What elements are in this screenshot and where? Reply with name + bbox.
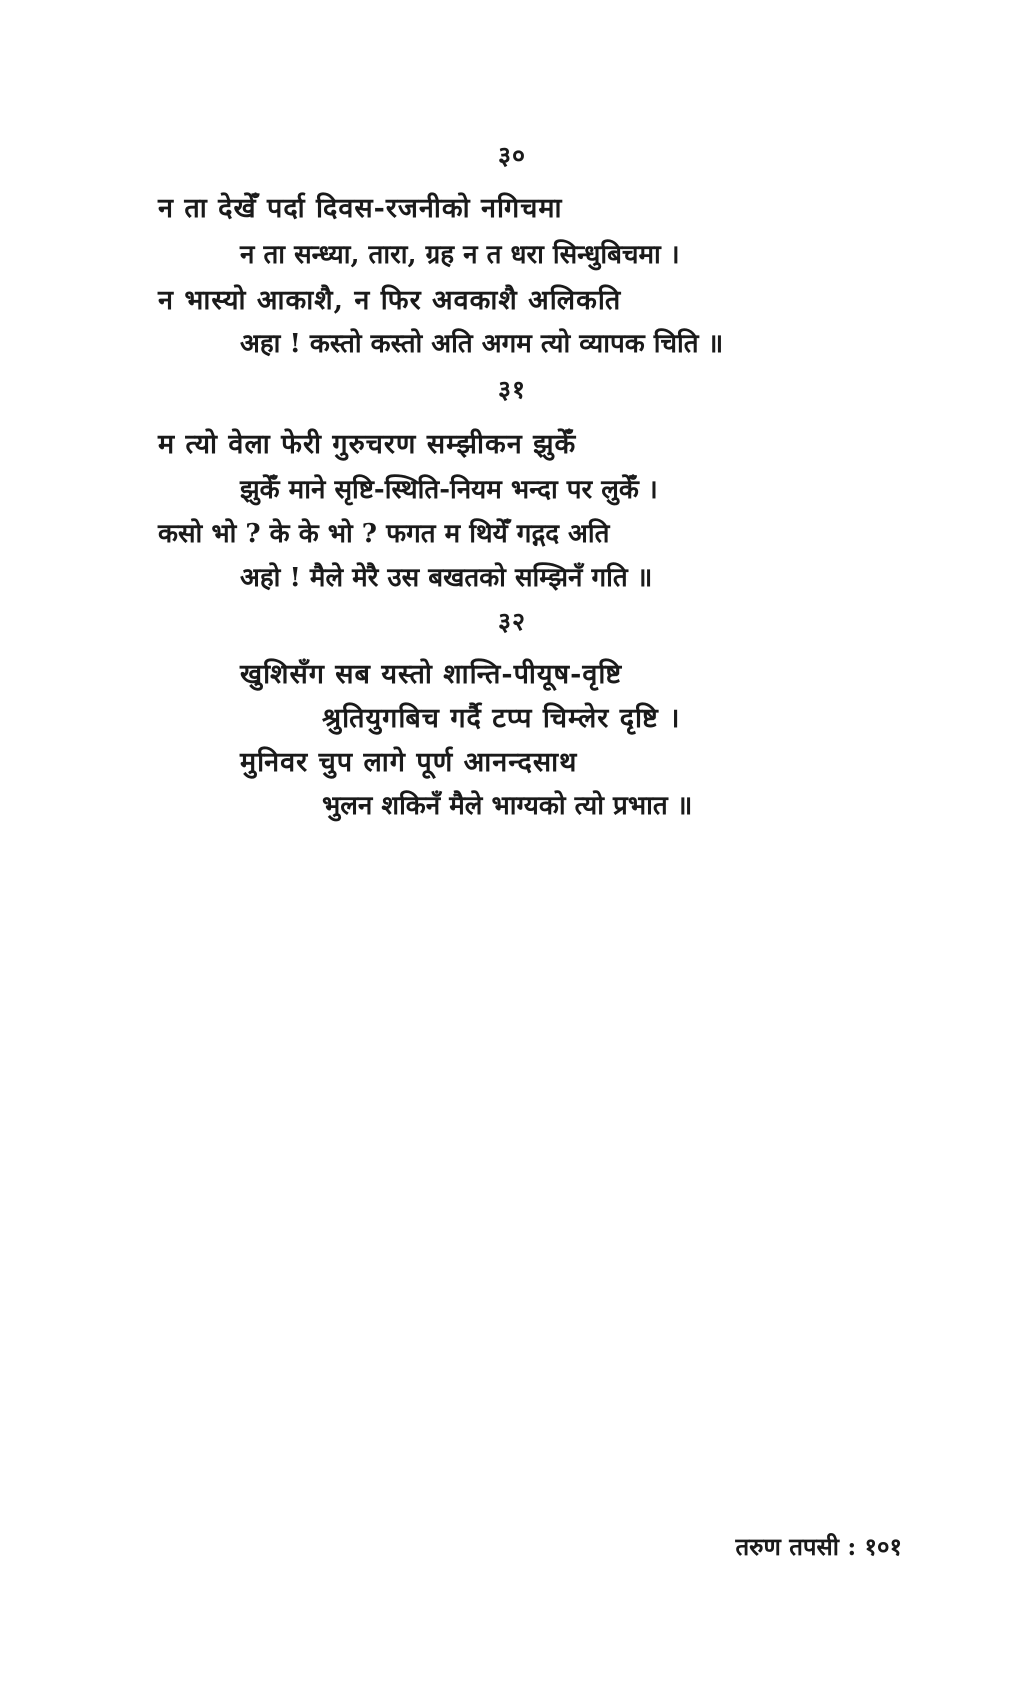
- page-footer: [735, 1530, 902, 1563]
- verse-line: खुशिसँग सब यस्तो शान्ति-पीयूष-वृष्टि: [240, 659, 623, 690]
- verse-number: ३१: [497, 375, 526, 404]
- verse-line: म त्यो वेला फेरी गुरुचरण सम्झीकन झुकेँ: [158, 429, 577, 460]
- verse-line: कसो भो ? के के भो ? फगत म थियेँ गद्गद अति: [158, 519, 610, 549]
- verse-line: अहा ! कस्तो कस्तो अति अगम त्यो व्यापक चिति ॥: [240, 329, 724, 359]
- verse-number: ३२: [497, 607, 526, 636]
- verse-line: न ता देखेँ पर्दा दिवस-रजनीको नगिचमा: [158, 193, 563, 224]
- verse-line: मुनिवर चुप लागे पूर्ण आनन्दसाथ: [240, 747, 578, 778]
- verse-line: झुकेँ माने सृष्टि-स्थिति-नियम भन्दा पर लुकेँ ।: [240, 475, 658, 505]
- book-title: तरुण तपसी: [735, 1532, 839, 1561]
- verse-number: ३०: [497, 141, 526, 170]
- verse-line: भुलन शकिनँ मैले भाग्यको त्यो प्रभात ॥: [322, 791, 693, 821]
- page-number: १०१: [864, 1532, 902, 1561]
- verse-line: न भास्यो आकाशै, न फिर अवकाशै अलिकति: [158, 285, 622, 316]
- verse-line: श्रुतियुगबिच गर्दै टप्प चिम्लेर दृष्टि ।: [322, 703, 681, 734]
- verse-line: अहो ! मैले मेरै उस बखतको सम्झिनँ गति ॥: [240, 563, 653, 593]
- verse-line: न ता सन्ध्या, तारा, ग्रह न त धरा सिन्धुबिचमा ।: [240, 240, 680, 270]
- footer-separator: :: [847, 1532, 857, 1561]
